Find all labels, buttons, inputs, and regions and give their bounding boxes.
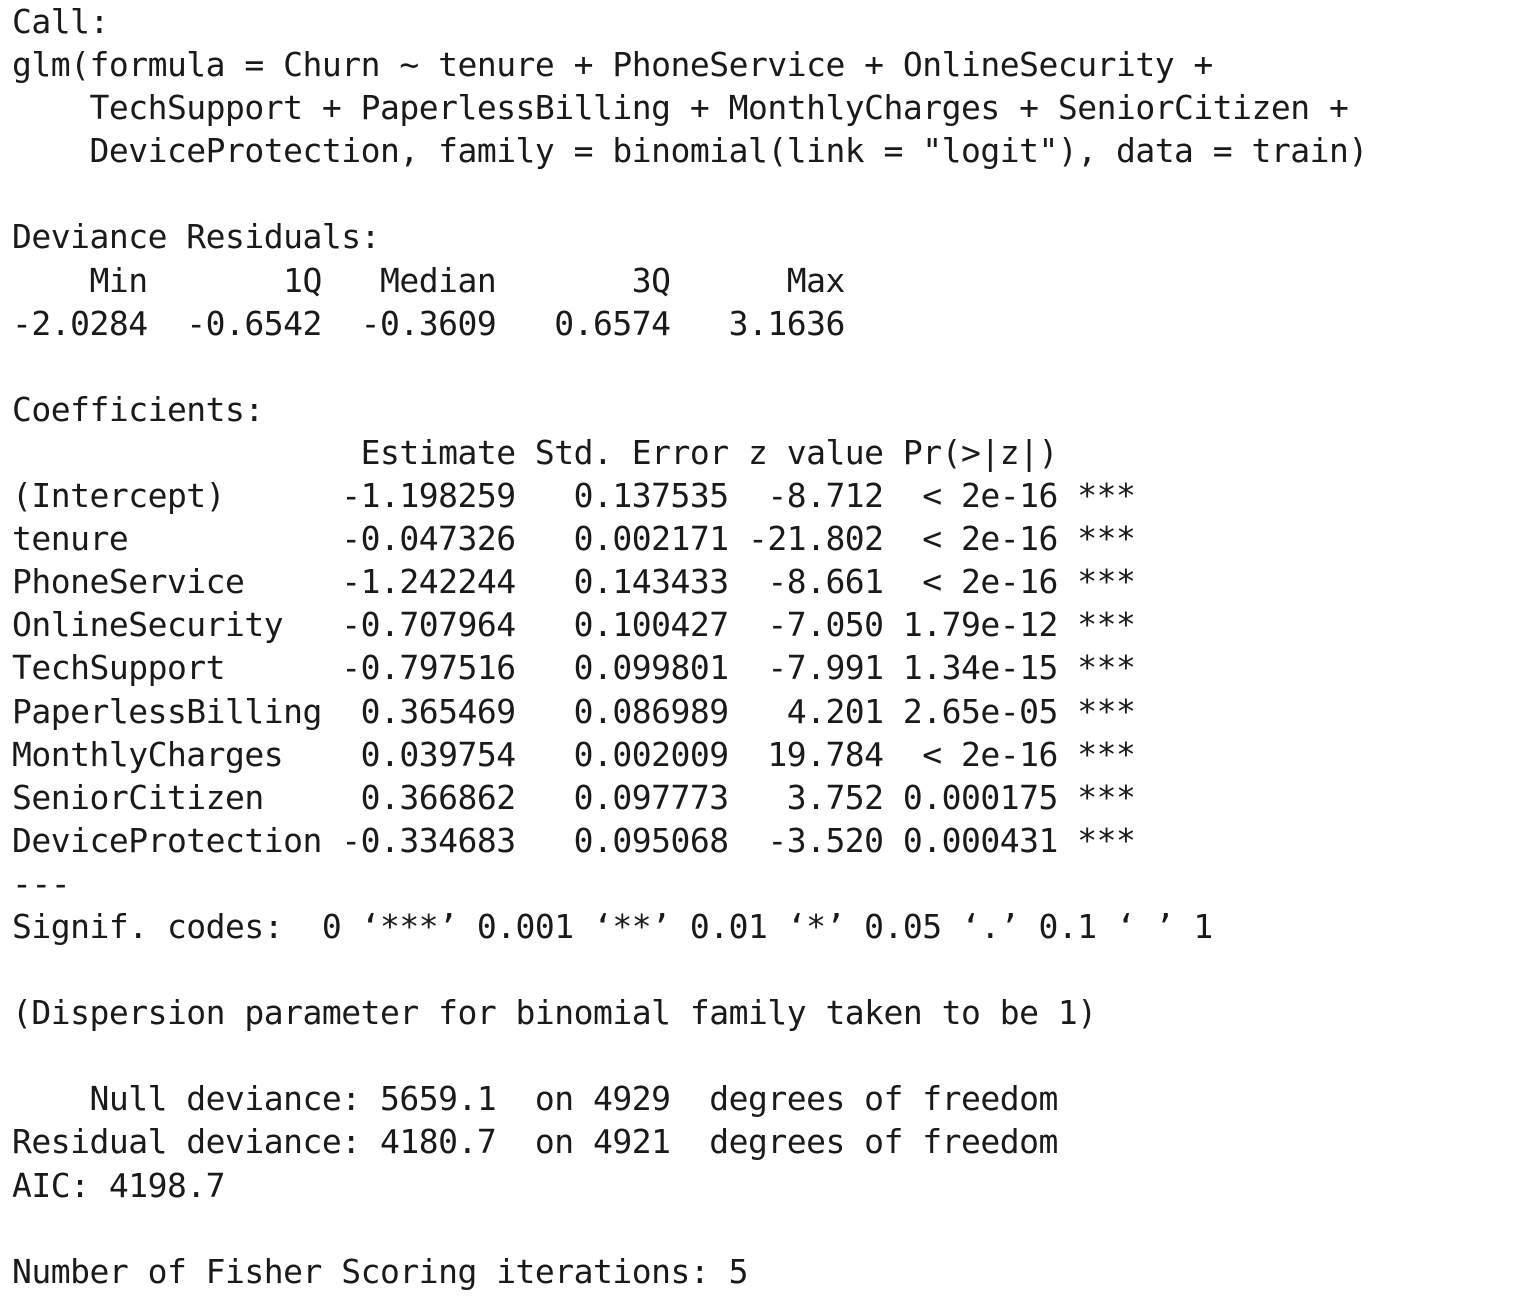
dispersion-note: (Dispersion parameter for binomial family taken to be 1) — [12, 993, 1097, 1033]
deviance-residuals-values: -2.0284 -0.6542 -0.3609 0.6574 3.1636 — [12, 303, 884, 343]
fisher-iterations-line: Number of Fisher Scoring iterations: 5 — [12, 1251, 748, 1291]
coefficients-header: Coefficients: — [12, 389, 264, 429]
coefficient-row: tenure -0.047326 0.002171 -21.802 < 2e-16 *** — [12, 519, 1136, 559]
deviance-residuals-header: Deviance Residuals: — [12, 217, 380, 257]
deviance-residuals-labels: Min 1Q Median 3Q Max — [12, 260, 884, 300]
call-line-2: TechSupport + PaperlessBilling + MonthlyCharges + SeniorCitizen + — [12, 88, 1349, 128]
null-deviance-line: Null deviance: 5659.1 on 4929 degrees of freedom — [12, 1079, 1058, 1119]
call-line-1: glm(formula = Churn ~ tenure + PhoneService + OnlineSecurity + — [12, 45, 1213, 85]
separator: --- — [12, 863, 71, 903]
r-console-output — [12, 0, 1368, 1293]
coefficient-row: PhoneService -1.242244 0.143433 -8.661 < 2e-16 *** — [12, 562, 1136, 602]
residual-deviance-line: Residual deviance: 4180.7 on 4921 degrees of freedom — [12, 1122, 1058, 1162]
coefficients-columns: Estimate Std. Error z value Pr(>|z|) — [12, 432, 1136, 472]
coefficient-row: PaperlessBilling 0.365469 0.086989 4.201 2.65e-05 *** — [12, 691, 1136, 731]
coefficient-row: SeniorCitizen 0.366862 0.097773 3.752 0.000175 *** — [12, 777, 1136, 817]
aic-line: AIC: 4198.7 — [12, 1165, 226, 1205]
call-header: Call: — [12, 2, 109, 41]
coefficient-row: MonthlyCharges 0.039754 0.002009 19.784 < 2e-16 *** — [12, 734, 1136, 774]
coefficient-row: (Intercept) -1.198259 0.137535 -8.712 < 2e-16 *** — [12, 476, 1136, 516]
coefficient-row: TechSupport -0.797516 0.099801 -7.991 1.34e-15 *** — [12, 648, 1136, 688]
signif-codes: Signif. codes: 0 ‘***’ 0.001 ‘**’ 0.01 ‘*’ 0.05 ‘.’ 0.1 ‘ ’ 1 — [12, 906, 1213, 946]
coefficient-row: OnlineSecurity -0.707964 0.100427 -7.050 1.79e-12 *** — [12, 605, 1136, 645]
coefficient-row: DeviceProtection -0.334683 0.095068 -3.520 0.000431 *** — [12, 820, 1136, 860]
call-line-3: DeviceProtection, family = binomial(link = "logit"), data = train) — [12, 131, 1368, 171]
